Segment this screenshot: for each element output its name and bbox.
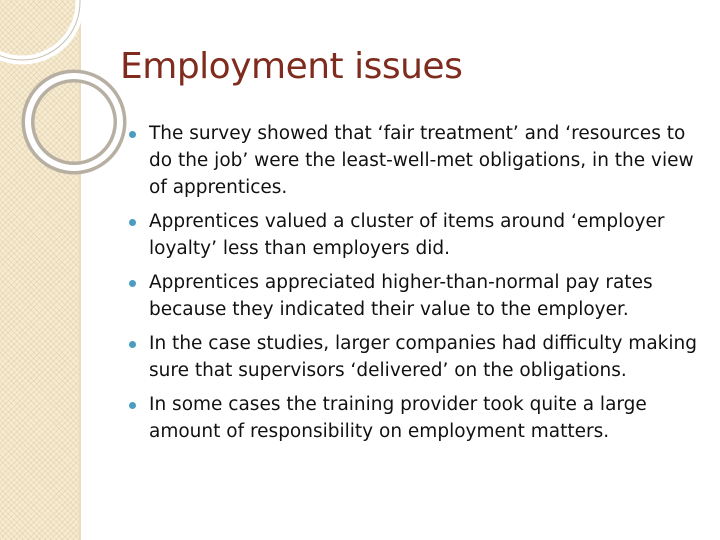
decor-ring-top [0, 0, 80, 60]
bullet-item [128, 269, 698, 323]
bullet-dot-icon [129, 341, 136, 348]
bullet-list [128, 120, 698, 452]
bullet-dot-icon [129, 402, 136, 409]
bullet-item [128, 391, 698, 445]
bullet-dot-icon [129, 131, 136, 138]
bullet-text: In the case studies, larger companies had difficulty making sure that supervisors ‘delivered’ on the obligations. [149, 333, 697, 381]
bullet-dot-icon [129, 219, 136, 226]
bullet-item [128, 120, 698, 201]
bullet-text: Apprentices valued a cluster of items around ‘employer loyalty’ less than employers did. [149, 211, 665, 259]
slide-title: Employment issues [120, 46, 463, 87]
bullet-text: The survey showed that ‘fair treatment’ and ‘resources to do the job’ were the least-well-met obligations, in the view of apprentices. [149, 123, 694, 198]
bullet-text: Apprentices appreciated higher-than-normal pay rates because they indicated their value to the employer. [149, 272, 653, 320]
bullet-text: In some cases the training provider took quite a large amount of responsibility on employment matters. [149, 394, 647, 442]
bullet-dot-icon [129, 280, 136, 287]
bullet-item [128, 330, 698, 384]
bullet-item [128, 208, 698, 262]
